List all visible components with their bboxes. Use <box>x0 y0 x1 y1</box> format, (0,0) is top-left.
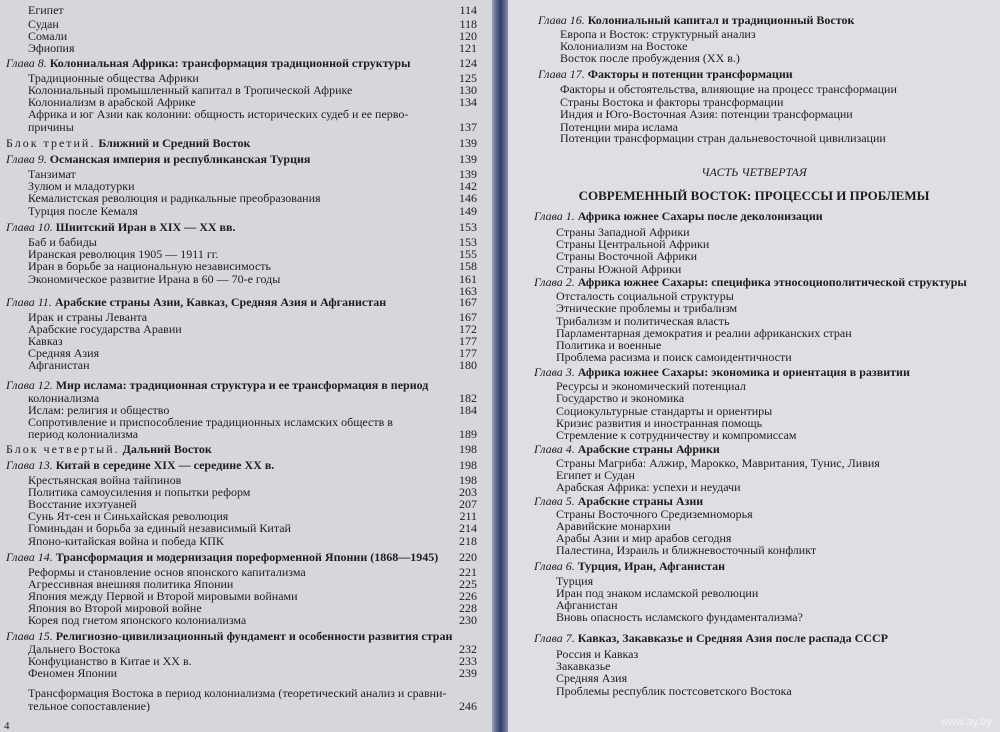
block-number: Блок четвертый. <box>6 442 120 456</box>
entry-text: Аравийские монархии <box>556 519 671 533</box>
chapter-number: Глава 11. <box>6 295 52 309</box>
entry-text: тельное сопоставление) <box>28 699 151 713</box>
chapter-number: Глава 1. <box>534 209 575 223</box>
entry-text: Средняя Азия <box>556 671 628 685</box>
page-ref: 167 <box>459 310 477 324</box>
page-ref: 220 <box>459 550 477 564</box>
page-ref: 155 <box>459 247 477 261</box>
entry-text: Кавказ <box>28 334 63 348</box>
block-title <box>6 443 212 456</box>
entry-text: Парламентарная демократия и реалии африканских стран <box>556 326 852 340</box>
entry-text: Традиционные общества Африки <box>28 71 199 85</box>
entry-text: период колониализма <box>28 427 139 441</box>
chapter-title <box>534 210 823 223</box>
page-ref: 153 <box>459 220 477 234</box>
page-ref: 184 <box>459 403 477 417</box>
book-gutter <box>492 0 508 732</box>
entry-text: Колониальный капитал и традиционный Восток <box>587 13 855 27</box>
page-ref: 118 <box>459 17 477 31</box>
page-ref: 114 <box>459 3 477 17</box>
entry-text: Иранская революция 1905 — 1911 гг. <box>28 247 219 261</box>
entry-text: Трансформация и модернизация пореформенной Японии (1868—1945) <box>55 550 439 564</box>
entry-text: Европа и Восток: структурный анализ <box>560 27 756 41</box>
entry-text: Корея под гнетом японского колониализма <box>28 613 247 627</box>
entry-text: Ближний и Средний Восток <box>98 136 251 150</box>
entry-text: Стремление к сотрудничеству и компромиссам <box>556 428 797 442</box>
page-ref: 163 <box>459 284 477 298</box>
entry-text: Египет <box>28 3 64 17</box>
toc-entry <box>28 121 74 134</box>
page-ref: 177 <box>459 334 477 348</box>
entry-text: Этнические проблемы и трибализм <box>556 301 738 315</box>
entry-text: Палестина, Израиль и ближневосточный конфликт <box>556 543 817 557</box>
entry-text: Сунь Ят-сен и Синьхайская революция <box>28 509 229 523</box>
entry-text: Феномен Японии <box>28 666 118 680</box>
page-number: 4 <box>4 720 10 732</box>
page-ref: 177 <box>459 346 477 360</box>
entry-text: Афганистан <box>556 598 618 612</box>
entry-text: Судан <box>28 17 59 31</box>
entry-text: Закавказье <box>556 659 611 673</box>
chapter-title <box>534 276 967 289</box>
chapter-title <box>538 68 793 81</box>
page-ref: 228 <box>459 601 477 615</box>
page-ref: 158 <box>459 259 477 273</box>
entry-text: Африка южнее Сахары: экономика и ориентация в развитии <box>577 365 910 379</box>
entry-text: Арабские государства Аравии <box>28 322 182 336</box>
chapter-number: Глава 10. <box>6 220 53 234</box>
entry-text: Страны Востока и факторы трансформации <box>560 95 784 109</box>
entry-text: Страны Восточной Африки <box>556 249 697 263</box>
entry-text: Арабские страны Азии, Кавказ, Средняя Азия и Афганистан <box>54 295 387 309</box>
part-title: СОВРЕМЕННЫЙ ВОСТОК: ПРОЦЕССЫ И ПРОБЛЕМЫ <box>578 188 930 203</box>
page-ref: 139 <box>459 167 477 181</box>
block-title <box>6 137 250 150</box>
entry-text: Страны Центральной Африки <box>556 237 710 251</box>
page-ref: 121 <box>459 41 477 55</box>
entry-text: Африка южнее Сахары: специфика этносоциополитической структуры <box>577 275 967 289</box>
page-ref: 182 <box>459 391 477 405</box>
entry-text: Восстание ихэтуаней <box>28 497 137 511</box>
page-ref: 207 <box>459 497 477 511</box>
page-ref: 153 <box>459 235 477 249</box>
chapter-title <box>534 632 888 645</box>
chapter-number: Глава 4. <box>534 442 575 456</box>
entry-text: Арабские страны Азии <box>577 494 704 508</box>
entry-text: Иран в борьбе за национальную независимость <box>28 259 272 273</box>
toc-entry <box>560 132 886 145</box>
entry-text: Конфуцианство в Китае и XX в. <box>28 654 192 668</box>
chapter-title <box>538 14 854 27</box>
page-ref: 134 <box>459 95 477 109</box>
entry-text: Политика самоусиления и попытки реформ <box>28 485 251 499</box>
chapter-number: Глава 7. <box>534 631 575 645</box>
page-ref: 225 <box>459 577 477 591</box>
chapter-title <box>6 57 410 70</box>
toc-entry <box>556 429 797 442</box>
toc-entry <box>556 685 792 698</box>
chapter-title <box>6 296 386 309</box>
entry-text: Иран под знаком исламской революции <box>556 586 759 600</box>
page-ref: 214 <box>459 521 477 535</box>
page-ref: 146 <box>459 191 477 205</box>
entry-text: Гоминьдан и борьба за единый независимый Китай <box>28 521 291 535</box>
entry-text: Турция <box>556 574 594 588</box>
chapter-title <box>6 221 236 234</box>
toc-entry <box>28 108 408 121</box>
entry-text: Африка и юг Азии как колонии: общность исторических судеб и ее перво- <box>28 107 409 121</box>
chapter-number: Глава 6. <box>534 559 575 573</box>
entry-text: Шиитский Иран в XIX — XX вв. <box>55 220 236 234</box>
entry-text: Колониализм на Востоке <box>560 39 688 53</box>
entry-text: Китай в середине XIX — середине XX в. <box>55 458 275 472</box>
page-ref: 211 <box>459 509 477 523</box>
entry-text: Потенции мира ислама <box>560 120 679 134</box>
page-ref: 198 <box>459 442 477 456</box>
entry-text: Политика и военные <box>556 338 662 352</box>
page-ref: 189 <box>459 427 477 441</box>
entry-text: Вновь опасность исламского фундаментализма? <box>556 610 803 624</box>
page-ref: 137 <box>459 120 477 134</box>
entry-text: Восток после пробуждения (XX в.) <box>560 51 740 65</box>
entry-text: Колониализм в арабской Африке <box>28 95 196 109</box>
page-ref: 180 <box>459 358 477 372</box>
toc-entry <box>556 351 792 364</box>
entry-text: Ресурсы и экономический потенциал <box>556 379 746 393</box>
chapter-title <box>534 443 720 456</box>
chapter-number: Глава 13. <box>6 458 53 472</box>
entry-text: Потенции трансформации стран дальневосточной цивилизации <box>560 131 886 145</box>
chapter-title <box>6 153 310 166</box>
page-ref: 203 <box>459 485 477 499</box>
toc-entry <box>28 42 74 55</box>
page-ref: 120 <box>459 29 477 43</box>
chapter-title <box>6 459 274 472</box>
entry-text: Колониальная Африка: трансформация традиционной структуры <box>49 56 411 70</box>
entry-text: Страны Южной Африки <box>556 262 682 276</box>
entry-text: Социокультурные стандарты и ориентиры <box>556 404 773 418</box>
entry-text: Сопротивление и приспособление традиционных исламских обществ в <box>28 415 393 429</box>
entry-text: Баб и бабиды <box>28 235 97 249</box>
toc-entry <box>556 544 816 557</box>
chapter-title <box>6 551 438 564</box>
entry-text: Кавказ, Закавказье и Средняя Азия после распада СССР <box>577 631 888 645</box>
entry-text: Трибализм и политическая власть <box>556 314 730 328</box>
entry-text: Колониальный промышленный капитал в Тропической Африке <box>28 83 353 97</box>
chapter-title <box>534 366 910 379</box>
block-number: Блок третий. <box>6 136 96 150</box>
entry-text: Индия и Юго-Восточная Азия: потенции трансформации <box>560 107 853 121</box>
entry-text: Зулюм и младотурки <box>28 179 135 193</box>
entry-text: Египет и Судан <box>556 468 635 482</box>
toc-entry <box>556 481 741 494</box>
chapter-number: Глава 17. <box>538 67 585 81</box>
page-ref: 218 <box>459 534 477 548</box>
entry-text: Страны Западной Африки <box>556 225 690 239</box>
entry-text: Япония между Первой и Второй мировыми войнами <box>28 589 298 603</box>
entry-text: Сомали <box>28 29 68 43</box>
entry-text: Средняя Азия <box>28 346 100 360</box>
page-ref: 226 <box>459 589 477 603</box>
entry-text: Проблемы республик постсоветского Востока <box>556 684 792 698</box>
entry-text: Арабские страны Африки <box>577 442 720 456</box>
toc-entry <box>28 4 64 17</box>
page-ref: 233 <box>459 654 477 668</box>
entry-text: Государство и экономика <box>556 391 685 405</box>
toc-entry <box>28 614 246 627</box>
page-ref: 167 <box>459 295 477 309</box>
page-ref: 161 <box>459 272 477 286</box>
chapter-number: Глава 14. <box>6 550 53 564</box>
chapter-number: Глава 12. <box>6 378 53 392</box>
chapter-number: Глава 16. <box>538 13 585 27</box>
entry-text: колониализма <box>28 391 100 405</box>
page-ref: 142 <box>459 179 477 193</box>
toc-entry <box>560 52 740 65</box>
entry-text: Афганистан <box>28 358 90 372</box>
page-ref: 139 <box>459 136 477 150</box>
page-ref: 172 <box>459 322 477 336</box>
page-ref: 221 <box>459 565 477 579</box>
toc-entry <box>28 273 280 286</box>
entry-text: Танзимат <box>28 167 76 181</box>
page-ref: 246 <box>459 699 477 713</box>
entry-text: Отсталость социальной структуры <box>556 289 734 303</box>
toc-entry <box>28 359 90 372</box>
entry-text: Факторы и потенции трансформации <box>587 67 793 81</box>
entry-text: Дальнего Востока <box>28 642 121 656</box>
entry-text: Эфиопия <box>28 41 75 55</box>
page-ref: 239 <box>459 666 477 680</box>
entry-text: Экономическое развитие Ирана в 60 — 70-е годы <box>28 272 281 286</box>
entry-text: Турция после Кемаля <box>28 204 138 218</box>
entry-text: Россия и Кавказ <box>556 647 639 661</box>
page-ref: 125 <box>459 71 477 85</box>
entry-text: причины <box>28 120 74 134</box>
entry-text: Реформы и становление основ японского капитализма <box>28 565 306 579</box>
part-label: ЧАСТЬ ЧЕТВЕРТАЯ <box>701 165 807 179</box>
entry-text: Религиозно-цивилизационный фундамент и особенности развития стран <box>55 629 453 643</box>
entry-text: Япония во Второй мировой войне <box>28 601 202 615</box>
entry-text: Страны Магриба: Алжир, Марокко, Мавритания, Тунис, Ливия <box>556 456 880 470</box>
entry-text: Африка южнее Сахары после деколонизации <box>577 209 823 223</box>
right-page <box>508 0 1000 732</box>
entry-text: Кемалистская революция и радикальные преобразования <box>28 191 321 205</box>
page-ref: 130 <box>459 83 477 97</box>
toc-entry <box>28 535 224 548</box>
toc-entry <box>556 611 803 624</box>
chapter-number: Глава 9. <box>6 152 47 166</box>
chapter-number: Глава 2. <box>534 275 575 289</box>
left-page <box>0 0 492 732</box>
page-ref: 198 <box>459 473 477 487</box>
entry-text: Арабы Азии и мир арабов сегодня <box>556 531 732 545</box>
entry-text: Дальний Восток <box>122 442 212 456</box>
page-ref: 149 <box>459 204 477 218</box>
entry-text: Страны Восточного Средиземноморья <box>556 507 753 521</box>
toc-entry <box>28 428 138 441</box>
entry-text: Ислам: религия и общество <box>28 403 170 417</box>
entry-text: Агрессивная внешняя политика Японии <box>28 577 234 591</box>
page-ref: 139 <box>459 152 477 166</box>
entry-text: Японо-китайская война и победа КПК <box>28 534 224 548</box>
entry-text: Проблема расизма и поиск самоидентичности <box>556 350 792 364</box>
watermark: www.ay.by <box>940 716 992 728</box>
chapter-number: Глава 15. <box>6 629 53 643</box>
entry-text: Кризис развития и иностранная помощь <box>556 416 763 430</box>
page-ref: 124 <box>459 56 477 70</box>
chapter-title <box>534 560 725 573</box>
entry-text: Османская империя и республиканская Турция <box>49 152 311 166</box>
entry-text: Трансформация Востока в период колониализма (теоретический анализ и сравни- <box>28 686 447 700</box>
page-ref: 230 <box>459 613 477 627</box>
entry-text: Турция, Иран, Афганистан <box>577 559 726 573</box>
page-ref: 198 <box>459 458 477 472</box>
entry-text: Ирак и страны Леванта <box>28 310 148 324</box>
entry-text: Арабская Африка: успехи и неудачи <box>556 480 741 494</box>
chapter-number: Глава 3. <box>534 365 575 379</box>
chapter-number: Глава 8. <box>6 56 47 70</box>
entry-text: Мир ислама: традиционная структура и ее трансформация в период <box>55 378 429 392</box>
entry-text: Факторы и обстоятельства, влияющие на процесс трансформации <box>560 82 897 96</box>
chapter-number: Глава 5. <box>534 494 575 508</box>
toc-entry <box>28 700 150 713</box>
toc-entry <box>28 667 117 680</box>
page-ref: 232 <box>459 642 477 656</box>
toc-entry <box>28 205 138 218</box>
entry-text: Крестьянская война тайпинов <box>28 473 182 487</box>
